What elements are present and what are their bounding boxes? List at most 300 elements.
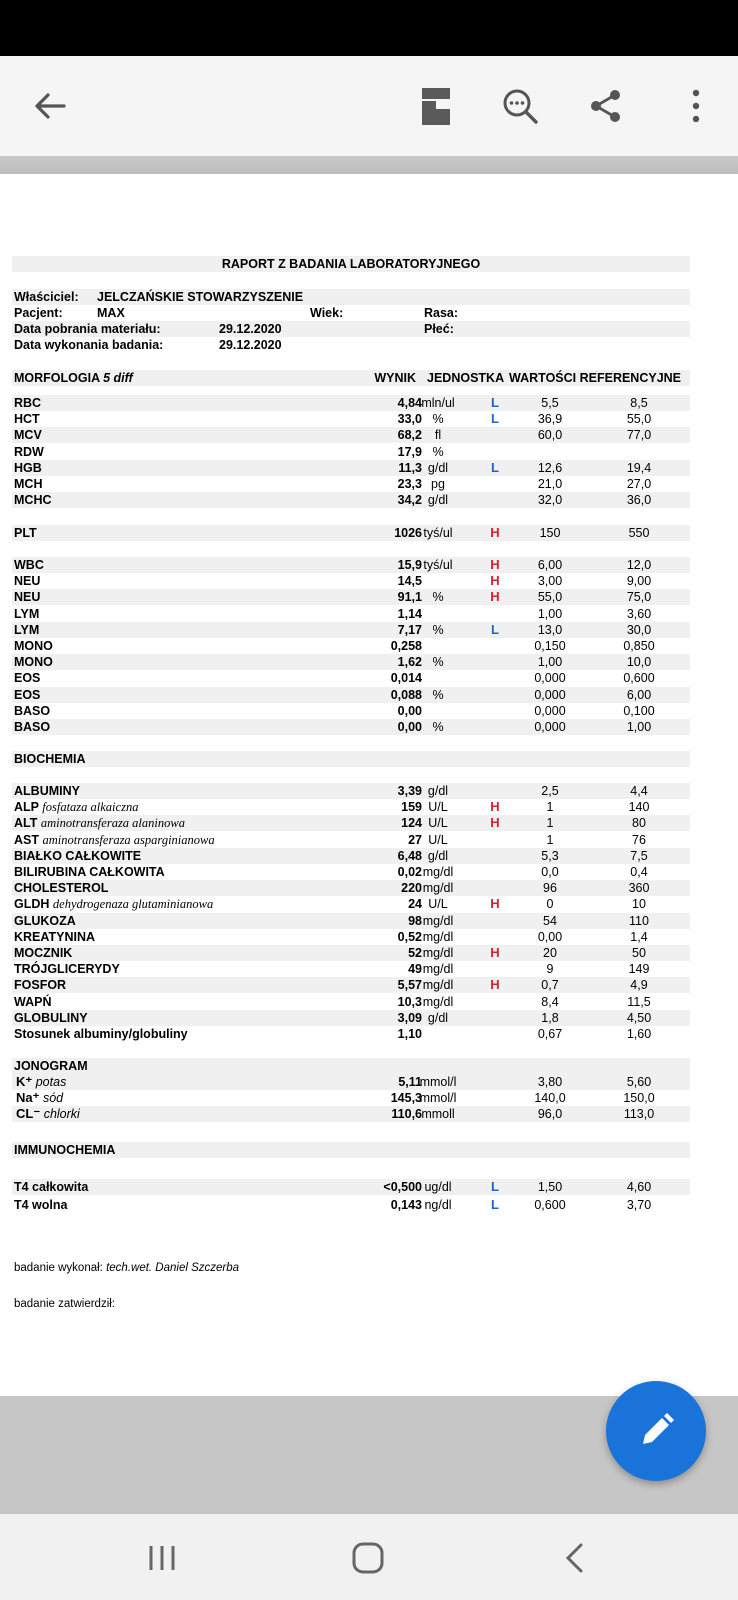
reference-min: 1,00 bbox=[537, 655, 563, 670]
home-button[interactable] bbox=[338, 1532, 398, 1584]
reference-min: 32,0 bbox=[537, 493, 563, 508]
reference-max: 27,0 bbox=[626, 477, 652, 491]
test-name-label: NEU bbox=[14, 590, 41, 605]
test-name-label: MOCZNIK bbox=[14, 946, 73, 960]
column-header bbox=[12, 370, 690, 386]
search-button[interactable] bbox=[492, 78, 548, 134]
result-flag: H bbox=[490, 799, 500, 815]
reference-min: 1 bbox=[546, 816, 554, 831]
report-title: RAPORT Z BADANIA LABORATORYJNEGO bbox=[12, 256, 690, 272]
reference-max: 5,60 bbox=[626, 1075, 652, 1089]
page-view-icon bbox=[420, 86, 452, 126]
result-flag: H bbox=[490, 977, 500, 993]
test-unit: mg/dl bbox=[422, 962, 454, 977]
test-unit: % bbox=[432, 412, 444, 427]
test-date-row bbox=[12, 337, 690, 353]
test-unit: U/L bbox=[428, 816, 448, 831]
result-flag: L bbox=[491, 395, 499, 410]
table-row bbox=[12, 492, 690, 508]
test-name-label: KREATYNINA bbox=[14, 929, 96, 944]
section-immunochemistry-label: IMMUNOCHEMIA bbox=[14, 1143, 116, 1157]
table-row bbox=[12, 799, 690, 815]
test-name bbox=[14, 1010, 88, 1026]
edit-button[interactable] bbox=[606, 1381, 706, 1481]
reference-max: 10 bbox=[632, 897, 646, 912]
reference-min: 0,0 bbox=[541, 865, 559, 879]
column-result: WYNIK bbox=[374, 371, 416, 385]
test-unit: tyś/ul bbox=[423, 526, 453, 540]
test-name bbox=[14, 460, 42, 476]
test-unit: % bbox=[432, 655, 444, 670]
result-flag: H bbox=[490, 945, 500, 960]
reference-max: 113,0 bbox=[623, 1107, 655, 1122]
test-unit: mg/dl bbox=[422, 913, 454, 928]
reference-max: 1,60 bbox=[626, 1027, 652, 1041]
reference-min: 1,50 bbox=[537, 1180, 563, 1194]
test-name bbox=[14, 573, 40, 589]
test-name bbox=[14, 880, 108, 896]
test-name bbox=[16, 1106, 80, 1122]
test-unit: fl bbox=[434, 428, 442, 443]
reference-max: 0,4 bbox=[630, 865, 648, 879]
test-name-label: WAPŃ bbox=[14, 994, 52, 1009]
test-name bbox=[14, 994, 52, 1010]
table-row bbox=[12, 411, 690, 427]
table-row bbox=[12, 832, 690, 848]
sampling-label: Data pobrania materiału: bbox=[14, 322, 161, 336]
test-unit: mg/dl bbox=[422, 946, 454, 960]
test-unit: g/dl bbox=[427, 1010, 449, 1025]
test-result: 5,11 bbox=[398, 1075, 422, 1089]
test-name bbox=[14, 525, 37, 541]
test-name bbox=[14, 719, 50, 735]
table-row bbox=[12, 880, 690, 896]
test-result: 3,09 bbox=[397, 1010, 422, 1025]
test-unit: ug/dl bbox=[424, 1180, 452, 1194]
test-result: 24 bbox=[408, 897, 422, 912]
test-name bbox=[14, 977, 66, 993]
test-unit: mg/dl bbox=[422, 865, 454, 879]
arrow-left-icon bbox=[32, 88, 68, 124]
result-flag: L bbox=[491, 459, 499, 475]
test-result: 0,088 bbox=[390, 687, 422, 702]
test-result: 23,3 bbox=[397, 477, 422, 491]
test-result: 110,6 bbox=[391, 1107, 422, 1122]
toolbar-shadow bbox=[0, 156, 738, 174]
patient-value: MAX bbox=[97, 306, 125, 320]
table-row bbox=[12, 1010, 690, 1026]
table-row bbox=[12, 1179, 690, 1195]
reference-min: 0,000 bbox=[534, 687, 566, 702]
table-row bbox=[12, 929, 690, 945]
reference-min: 5,5 bbox=[541, 396, 559, 410]
test-name bbox=[14, 945, 72, 961]
table-row bbox=[12, 444, 690, 460]
test-name-label: TRÓJGLICERYDY bbox=[14, 962, 120, 977]
test-unit: mmol/l bbox=[419, 1075, 457, 1089]
test-result: 1026 bbox=[394, 526, 422, 540]
table-row bbox=[12, 557, 690, 573]
reference-min: 6,00 bbox=[537, 558, 563, 572]
navigation-bar bbox=[0, 1514, 738, 1600]
test-result: 0,52 bbox=[397, 929, 422, 944]
result-flag: L bbox=[491, 411, 499, 427]
test-name bbox=[14, 815, 185, 831]
reference-min: 13,0 bbox=[537, 622, 563, 637]
table-row bbox=[12, 525, 690, 541]
test-name bbox=[14, 411, 40, 427]
table-row bbox=[12, 1197, 690, 1213]
test-name bbox=[14, 703, 50, 719]
owner-value: JELCZAŃSKIE STOWARZYSZENIE bbox=[97, 290, 304, 304]
reference-min: 3,80 bbox=[537, 1075, 563, 1089]
reference-max: 50 bbox=[632, 946, 646, 960]
ion-symbol: Na⁺ bbox=[16, 1090, 40, 1106]
test-description: fosfataza alkaiczna bbox=[42, 800, 139, 815]
test-name-label: LYM bbox=[14, 606, 40, 621]
test-unit: g/dl bbox=[427, 460, 449, 475]
table-row bbox=[12, 913, 690, 929]
test-result: 27 bbox=[408, 832, 422, 847]
reference-max: 0,600 bbox=[623, 671, 655, 686]
test-result: 0,02 bbox=[397, 865, 422, 879]
reference-min: 36,9 bbox=[537, 412, 563, 427]
test-name-label: BILIRUBINA CAŁKOWITA bbox=[14, 865, 165, 879]
sex-label: Płeć: bbox=[424, 322, 454, 336]
test-result: <0,500 bbox=[383, 1180, 422, 1194]
reference-max: 11,5 bbox=[627, 994, 651, 1009]
test-name bbox=[14, 476, 42, 492]
test-result: 124 bbox=[401, 816, 422, 831]
section-morphology bbox=[14, 370, 133, 386]
table-row bbox=[12, 606, 690, 622]
page-view-button[interactable] bbox=[408, 78, 464, 134]
performed-name: tech.wet. Daniel Szczerba bbox=[106, 1262, 240, 1274]
ion-symbol: CL⁻ bbox=[16, 1106, 41, 1122]
reference-min: 1 bbox=[546, 832, 554, 847]
result-flag: H bbox=[490, 557, 500, 572]
reference-min: 12,6 bbox=[537, 460, 563, 475]
test-name-label: RBC bbox=[14, 396, 42, 410]
test-name-label: EOS bbox=[14, 687, 41, 702]
reference-max: 9,00 bbox=[626, 574, 652, 589]
reference-min: 150 bbox=[539, 526, 561, 540]
reference-min: 1 bbox=[546, 800, 554, 815]
test-name-label: ALBUMINY bbox=[14, 784, 80, 798]
result-flag: H bbox=[490, 815, 500, 831]
test-unit: mg/dl bbox=[422, 929, 454, 944]
test-unit: % bbox=[432, 590, 444, 605]
test-name bbox=[14, 1197, 67, 1213]
test-result: 98 bbox=[408, 913, 422, 928]
reference-min: 3,00 bbox=[537, 574, 563, 589]
test-unit: U/L bbox=[428, 832, 448, 847]
status-bar bbox=[0, 0, 738, 56]
test-name-label: Stosunek albuminy/globuliny bbox=[14, 1027, 188, 1041]
result-flag: H bbox=[490, 525, 500, 540]
table-row bbox=[12, 783, 690, 799]
pencil-icon bbox=[635, 1410, 677, 1452]
test-result: 0,00 bbox=[397, 720, 422, 734]
test-name bbox=[14, 1179, 88, 1195]
test-unit: mg/dl bbox=[422, 881, 454, 896]
test-unit: U/L bbox=[428, 800, 448, 815]
test-unit: g/dl bbox=[427, 784, 449, 798]
back-button[interactable] bbox=[22, 78, 78, 134]
test-unit: ng/dl bbox=[424, 1198, 452, 1212]
test-name-label: RDW bbox=[14, 444, 44, 459]
test-result: 91,1 bbox=[397, 590, 422, 605]
reference-max: 55,0 bbox=[626, 412, 652, 427]
test-name-label: AST bbox=[14, 832, 39, 847]
reference-max: 3,70 bbox=[626, 1198, 652, 1212]
section-morphology-suffix: 5 diff bbox=[103, 371, 133, 385]
table-row bbox=[12, 427, 690, 443]
test-name bbox=[16, 1074, 66, 1090]
reference-min: 0,7 bbox=[541, 978, 559, 993]
test-unit: g/dl bbox=[427, 493, 449, 508]
result-flag: L bbox=[491, 1197, 499, 1212]
ion-description: chlorki bbox=[43, 1107, 80, 1122]
reference-max: 1,4 bbox=[630, 929, 648, 944]
test-name-label: FOSFOR bbox=[14, 978, 67, 993]
table-row bbox=[12, 1074, 690, 1090]
reference-min: 20 bbox=[543, 946, 557, 960]
test-name bbox=[14, 913, 76, 929]
test-name bbox=[14, 654, 53, 670]
test-name bbox=[14, 395, 41, 411]
test-name-label: NEU bbox=[14, 574, 41, 589]
result-flag: H bbox=[490, 589, 500, 605]
more-vertical-icon bbox=[691, 89, 701, 123]
age-label: Wiek: bbox=[310, 306, 344, 320]
share-icon bbox=[588, 88, 624, 124]
test-name-label: T4 całkowita bbox=[14, 1180, 89, 1194]
test-name bbox=[14, 896, 213, 912]
test-name bbox=[14, 606, 39, 622]
test-unit: mmoll bbox=[421, 1107, 455, 1122]
more-options-button[interactable] bbox=[668, 78, 724, 134]
recent-apps-icon bbox=[147, 1543, 177, 1573]
test-name bbox=[16, 1090, 63, 1106]
reference-max: 76 bbox=[632, 832, 646, 847]
reference-min: 60,0 bbox=[537, 428, 563, 443]
test-result: 10,3 bbox=[397, 994, 422, 1009]
test-name-label: MONO bbox=[14, 639, 53, 653]
reference-min: 2,5 bbox=[541, 784, 559, 798]
test-name bbox=[14, 929, 95, 945]
table-row bbox=[12, 670, 690, 686]
column-unit: JEDNOSTKA bbox=[427, 371, 505, 385]
document-page bbox=[0, 174, 738, 1396]
test-label: Data wykonania badania: bbox=[14, 338, 164, 352]
reference-max: 12,0 bbox=[626, 558, 652, 572]
test-name-label: MCV bbox=[14, 428, 42, 443]
test-name-label: PLT bbox=[14, 526, 37, 540]
table-row bbox=[12, 460, 690, 476]
search-icon bbox=[501, 87, 539, 125]
test-result: 0,014 bbox=[390, 671, 422, 686]
approved-by: badanie zatwierdził: bbox=[14, 1298, 116, 1310]
reference-min: 1,00 bbox=[537, 606, 563, 621]
test-unit: % bbox=[432, 687, 444, 702]
test-name-label: MCH bbox=[14, 477, 43, 491]
test-result: 159 bbox=[401, 800, 422, 815]
test-unit: pg bbox=[431, 477, 445, 491]
sampling-row bbox=[12, 321, 690, 337]
table-row bbox=[12, 864, 690, 880]
test-result: 6,48 bbox=[397, 848, 422, 863]
reference-max: 36,0 bbox=[626, 493, 652, 508]
reference-max: 7,5 bbox=[630, 848, 648, 863]
test-name bbox=[14, 799, 138, 815]
test-result: 1,62 bbox=[397, 655, 422, 670]
test-name-label: LYM bbox=[14, 622, 40, 637]
reference-min: 21,0 bbox=[537, 477, 563, 491]
reference-min: 0,000 bbox=[534, 703, 566, 718]
section-morphology-label: MORFOLOGIA bbox=[14, 371, 100, 385]
reference-max: 4,9 bbox=[630, 978, 648, 993]
table-row bbox=[12, 687, 690, 703]
reference-min: 54 bbox=[543, 913, 557, 928]
test-name-label: GLUKOZA bbox=[14, 913, 76, 928]
ion-description: sód bbox=[42, 1091, 64, 1106]
test-name bbox=[14, 961, 120, 977]
recent-apps-button[interactable] bbox=[132, 1532, 192, 1584]
reference-max: 4,50 bbox=[626, 1010, 652, 1025]
table-row bbox=[12, 994, 690, 1010]
test-result: 68,2 bbox=[397, 428, 422, 443]
reference-min: 96 bbox=[543, 881, 557, 896]
test-result: 34,2 bbox=[397, 493, 422, 508]
test-unit: mg/dl bbox=[422, 978, 454, 993]
test-result: 1,14 bbox=[397, 606, 422, 621]
test-unit: % bbox=[432, 622, 444, 637]
owner-label: Właściciel: bbox=[14, 290, 79, 304]
table-row bbox=[12, 1026, 690, 1042]
test-name-label: GLOBULINY bbox=[14, 1010, 88, 1025]
reference-min: 8,4 bbox=[541, 994, 559, 1009]
section-ionogram-label: JONOGRAM bbox=[14, 1059, 88, 1073]
test-unit: % bbox=[432, 720, 444, 734]
test-name-label: BASO bbox=[14, 720, 51, 734]
test-name bbox=[14, 444, 44, 460]
table-row bbox=[12, 945, 690, 961]
test-name bbox=[14, 638, 53, 654]
reference-max: 550 bbox=[628, 526, 650, 540]
reference-min: 96,0 bbox=[537, 1107, 563, 1122]
reference-max: 4,60 bbox=[626, 1180, 652, 1194]
test-name-label: MCHC bbox=[14, 493, 52, 508]
reference-max: 149 bbox=[628, 962, 650, 977]
test-description: dehydrogenaza glutaminianowa bbox=[52, 897, 214, 912]
reference-max: 140 bbox=[628, 800, 650, 815]
reference-min: 5,3 bbox=[541, 848, 559, 863]
ion-symbol: K⁺ bbox=[16, 1074, 33, 1089]
table-row bbox=[12, 719, 690, 735]
test-name-label: CHOLESTEROL bbox=[14, 881, 109, 896]
test-unit: mmol/l bbox=[419, 1091, 457, 1106]
reference-max: 0,850 bbox=[623, 639, 655, 653]
table-row bbox=[12, 573, 690, 589]
test-unit: tyś/ul bbox=[423, 558, 453, 572]
table-row bbox=[12, 961, 690, 977]
reference-min: 0,000 bbox=[534, 720, 566, 734]
reference-max: 10,0 bbox=[626, 655, 652, 670]
reference-min: 0,150 bbox=[534, 639, 566, 653]
back-nav-button[interactable] bbox=[544, 1532, 604, 1584]
share-button[interactable] bbox=[578, 78, 634, 134]
test-unit: mg/dl bbox=[422, 994, 454, 1009]
table-row bbox=[12, 703, 690, 719]
test-result: 49 bbox=[408, 962, 422, 977]
test-date: 29.12.2020 bbox=[219, 338, 282, 352]
race-label: Rasa: bbox=[424, 306, 459, 320]
test-name bbox=[14, 864, 165, 880]
reference-max: 30,0 bbox=[626, 622, 652, 637]
table-row bbox=[12, 896, 690, 912]
result-flag: H bbox=[490, 896, 500, 912]
reference-max: 80 bbox=[632, 816, 646, 831]
test-description: aminotransferaza asparginianowa bbox=[42, 832, 215, 847]
reference-min: 0,000 bbox=[534, 671, 566, 686]
reference-min: 55,0 bbox=[537, 590, 563, 605]
test-result: 0,143 bbox=[390, 1198, 422, 1212]
table-row bbox=[12, 815, 690, 831]
test-unit: U/L bbox=[428, 897, 448, 912]
section-immunochemistry bbox=[12, 1142, 690, 1158]
reference-max: 3,60 bbox=[626, 606, 652, 621]
test-result: 17,9 bbox=[397, 444, 422, 459]
reference-max: 8,5 bbox=[630, 396, 648, 410]
test-name-label: WBC bbox=[14, 558, 44, 572]
test-name-label: HGB bbox=[14, 460, 42, 475]
test-name bbox=[14, 687, 40, 703]
table-row bbox=[12, 1106, 690, 1122]
table-row bbox=[12, 395, 690, 411]
test-result: 11,3 bbox=[398, 460, 422, 475]
section-biochemistry-label: BIOCHEMIA bbox=[14, 752, 86, 766]
test-name bbox=[14, 492, 52, 508]
reference-max: 6,00 bbox=[626, 687, 652, 702]
test-name-label: EOS bbox=[14, 671, 41, 686]
test-result: 15,9 bbox=[397, 558, 422, 572]
test-name bbox=[14, 427, 42, 443]
test-name bbox=[14, 783, 80, 799]
test-name-label: HCT bbox=[14, 412, 40, 427]
test-result: 5,57 bbox=[397, 978, 422, 993]
table-row bbox=[12, 622, 690, 638]
table-row bbox=[12, 848, 690, 864]
table-row bbox=[12, 476, 690, 492]
table-row bbox=[12, 589, 690, 605]
reference-max: 75,0 bbox=[626, 590, 652, 605]
table-row bbox=[12, 638, 690, 654]
table-row bbox=[12, 977, 690, 993]
owner-row bbox=[12, 289, 690, 305]
test-name-label: BIAŁKO CAŁKOWITE bbox=[14, 848, 142, 863]
test-name bbox=[14, 557, 44, 573]
reference-min: 0,600 bbox=[534, 1198, 566, 1212]
test-name bbox=[14, 589, 40, 605]
test-result: 220 bbox=[401, 881, 422, 896]
test-name-label: ALP bbox=[14, 800, 39, 815]
test-result: 33,0 bbox=[397, 412, 422, 427]
column-reference: WARTOŚCI REFERENCYJNE bbox=[509, 371, 682, 385]
test-unit: mln/ul bbox=[421, 396, 455, 410]
test-name-label: BASO bbox=[14, 703, 51, 718]
test-name bbox=[14, 1026, 188, 1042]
